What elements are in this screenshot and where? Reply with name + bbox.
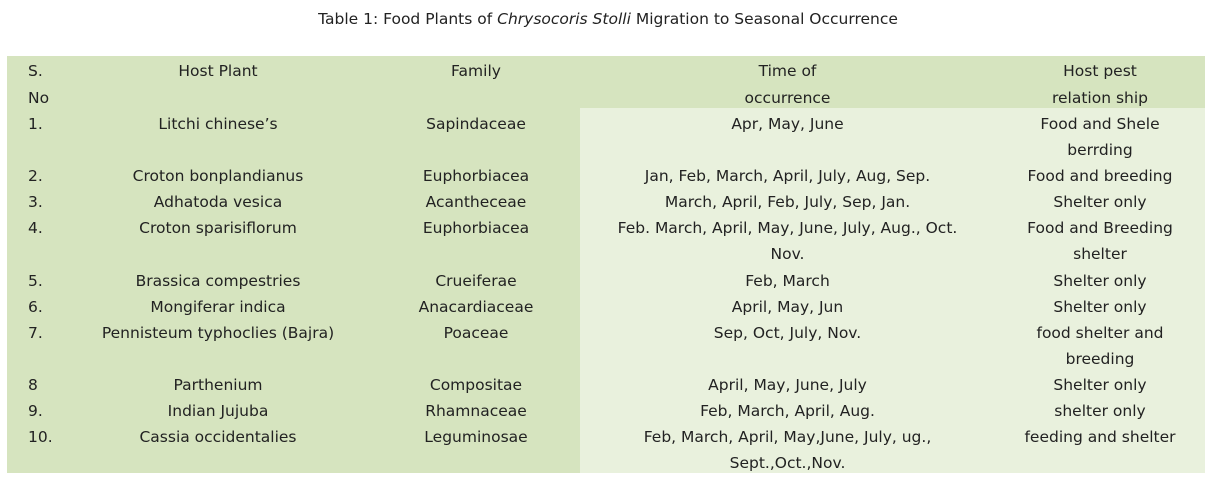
header-host-plant: Host Plant <box>178 62 258 80</box>
cell-sno <box>7 215 64 267</box>
cell-time-text: March, April, Feb, July, Sep, Jan. <box>664 193 911 212</box>
table-caption <box>0 9 1216 29</box>
table-row <box>7 268 1205 294</box>
cell-host-plant-text: Croton sparisiflorum <box>139 219 297 238</box>
cell-sno <box>7 111 64 163</box>
cell-host-plant <box>64 111 372 163</box>
cell-host-plant <box>64 294 372 320</box>
cell-relation <box>995 372 1205 398</box>
cell-sno-text: 2. <box>28 167 43 186</box>
cell-relation-text: Shelter only <box>1053 297 1147 316</box>
table-row <box>7 294 1205 320</box>
cell-host-plant <box>64 268 372 294</box>
cell-family <box>372 189 580 215</box>
header-family: Family <box>451 62 501 80</box>
cell-time <box>580 372 995 398</box>
caption-species: Chrysocoris Stolli <box>497 10 631 28</box>
cell-time-text: Feb, March <box>745 271 830 290</box>
header-time: Time of occurrence <box>744 62 831 107</box>
cell-time-text: Feb. March, April, May, June, July, Aug., Oct. Nov. <box>617 219 958 264</box>
cell-host-plant <box>64 424 372 476</box>
cell-family <box>372 268 580 294</box>
cell-time <box>580 320 995 372</box>
cell-relation <box>995 424 1205 476</box>
cell-family-text: Sapindaceae <box>426 115 526 133</box>
cell-sno-text: 4. <box>28 219 43 238</box>
cell-relation <box>995 189 1205 215</box>
cell-host-plant <box>64 189 372 215</box>
cell-family-text: Euphorbiacea <box>422 167 530 186</box>
table-row <box>7 215 1205 267</box>
cell-host-plant <box>64 398 372 424</box>
cell-family-text: Poaceae <box>443 323 509 342</box>
cell-relation <box>995 320 1205 372</box>
cell-time-text: Feb, March, April, Aug. <box>700 402 875 421</box>
cell-relation-text: Shelter only <box>1053 375 1147 394</box>
cell-sno-text: 1. <box>28 115 43 133</box>
cell-relation <box>995 111 1205 163</box>
cell-family-text: Acantheceae <box>425 193 527 212</box>
table-row <box>7 398 1205 424</box>
cell-relation <box>995 163 1205 189</box>
cell-host-plant-text: Pennisteum typhoclies (Bajra) <box>101 323 335 342</box>
header-sno: S. No <box>28 62 50 107</box>
cell-time-text: Apr, May, June <box>731 115 844 133</box>
table-row <box>7 372 1205 398</box>
cell-time <box>580 163 995 189</box>
cell-time-text: Jan, Feb, March, April, July, Aug, Sep. <box>644 167 931 186</box>
header-relation: Host pest relation ship <box>1051 62 1149 107</box>
cell-family-text: Rhamnaceae <box>425 402 527 421</box>
cell-sno-text: 7. <box>28 323 43 342</box>
cell-time <box>580 111 995 163</box>
cell-time-text: Sep, Oct, July, Nov. <box>713 323 862 342</box>
cell-time <box>580 268 995 294</box>
cell-host-plant-text: Adhatoda vesica <box>153 193 283 212</box>
cell-family <box>372 111 580 163</box>
cell-family <box>372 398 580 424</box>
cell-relation-text: Food and Shele berrding <box>1040 115 1160 160</box>
cell-relation <box>995 215 1205 267</box>
cell-relation-text: Food and breeding <box>1027 167 1173 186</box>
cell-sno-text: 8 <box>28 375 38 394</box>
cell-family <box>372 163 580 189</box>
cell-host-plant <box>64 320 372 372</box>
cell-family <box>372 215 580 267</box>
cell-sno-text: 10. <box>28 428 53 447</box>
cell-relation <box>995 294 1205 320</box>
cell-family <box>372 320 580 372</box>
cell-host-plant-text: Mongiferar indica <box>150 297 286 316</box>
cell-host-plant <box>64 372 372 398</box>
cell-host-plant-text: Brassica compestries <box>135 271 301 290</box>
table-row <box>7 189 1205 215</box>
table-row <box>7 424 1205 476</box>
cell-host-plant-text: Cassia occidentalies <box>139 428 297 447</box>
cell-family <box>372 294 580 320</box>
cell-sno <box>7 398 64 424</box>
cell-relation-text: food shelter and breeding <box>1036 323 1164 368</box>
header-row <box>7 58 1205 111</box>
cell-host-plant <box>64 215 372 267</box>
cell-host-plant-text: Indian Jujuba <box>167 402 269 421</box>
cell-sno <box>7 268 64 294</box>
cell-family <box>372 424 580 476</box>
cell-relation-text: Food and Breeding shelter <box>1027 219 1173 264</box>
cell-time <box>580 398 995 424</box>
cell-host-plant-text: Litchi chinese’s <box>158 115 278 133</box>
cell-relation <box>995 268 1205 294</box>
food-plants-table <box>7 58 1205 476</box>
cell-time <box>580 424 995 476</box>
table-row <box>7 320 1205 372</box>
table-row <box>7 163 1205 189</box>
caption-prefix: Table 1: Food Plants of <box>318 10 498 28</box>
cell-sno-text: 6. <box>28 297 43 316</box>
cell-family-text: Euphorbiacea <box>422 219 530 238</box>
cell-host-plant <box>64 163 372 189</box>
cell-sno <box>7 294 64 320</box>
cell-time <box>580 215 995 267</box>
cell-family <box>372 372 580 398</box>
cell-sno <box>7 163 64 189</box>
cell-time-text: Feb, March, April, May,June, July, ug., Sept.,Oct.,Nov. <box>643 428 932 473</box>
cell-time-text: April, May, Jun <box>731 297 844 316</box>
table-row <box>7 111 1205 163</box>
cell-family-text: Compositae <box>429 375 523 394</box>
cell-sno-text: 3. <box>28 193 43 212</box>
cell-family-text: Crueiferae <box>435 271 517 290</box>
cell-time <box>580 189 995 215</box>
cell-family-text: Leguminosae <box>424 428 528 447</box>
cell-relation <box>995 398 1205 424</box>
cell-relation-text: shelter only <box>1054 402 1146 421</box>
cell-host-plant-text: Parthenium <box>173 375 263 394</box>
cell-sno <box>7 189 64 215</box>
cell-time <box>580 294 995 320</box>
cell-relation-text: Shelter only <box>1053 193 1147 212</box>
cell-relation-text: feeding and shelter <box>1024 428 1176 447</box>
cell-sno <box>7 320 64 372</box>
cell-sno-text: 9. <box>28 402 43 421</box>
cell-family-text: Anacardiaceae <box>418 297 534 316</box>
cell-sno <box>7 372 64 398</box>
cell-sno-text: 5. <box>28 271 43 290</box>
cell-time-text: April, May, June, July <box>708 375 867 394</box>
cell-sno <box>7 424 64 476</box>
cell-relation-text: Shelter only <box>1053 271 1147 290</box>
cell-host-plant-text: Croton bonplandianus <box>132 167 304 186</box>
caption-suffix: Migration to Seasonal Occurrence <box>630 10 898 28</box>
